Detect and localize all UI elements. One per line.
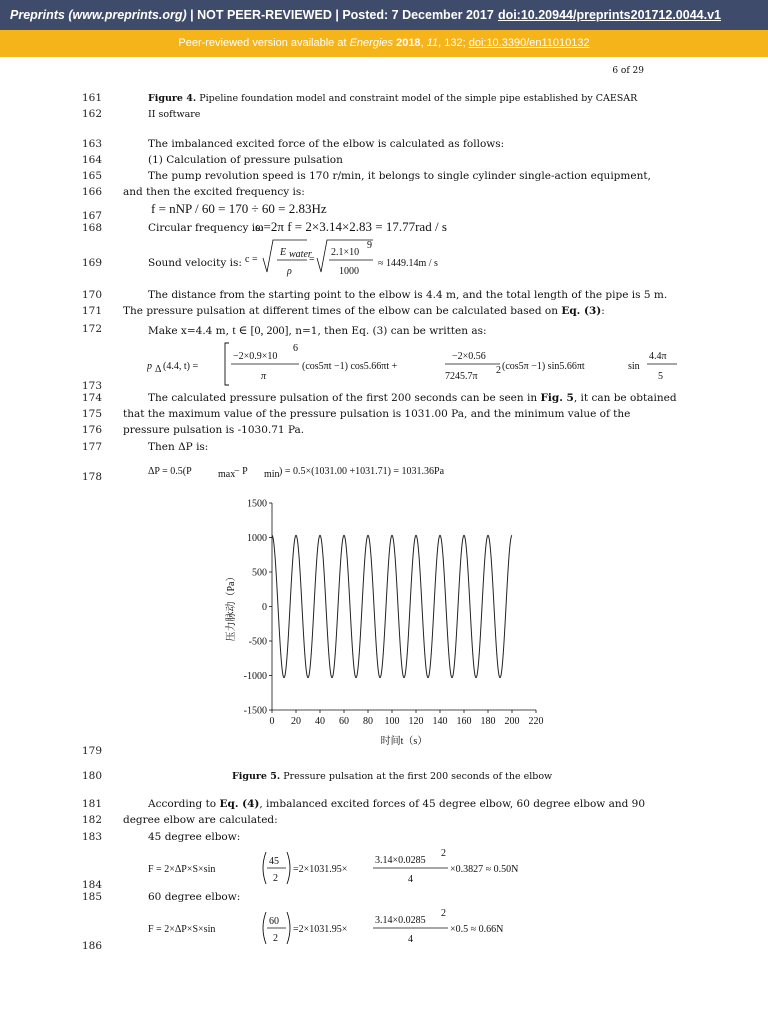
paragraph-text: Sound velocity is: [148,257,242,269]
eq-part: (cos5π −1) sin5.66πt [502,361,585,372]
eq-part: 1000 [339,266,359,277]
eq-part: p [147,361,152,372]
eq-part: 2 [273,873,278,884]
line-number: 181 [81,798,102,810]
paragraph-text: : [601,305,605,317]
banner-prefix: Peer-reviewed version available at [178,37,347,49]
y-tick-label: -1000 [243,671,267,682]
eq-part: 45 [269,856,279,867]
line-number: 172 [81,323,102,335]
frequency-equation: f = nNP / 60 = 170 ÷ 60 = 2.83Hz [151,201,327,216]
x-tick-label: 100 [384,716,400,727]
force-60-equation [148,906,568,948]
eq-part: 2 [441,908,446,919]
banner-year: 2018 [396,37,421,49]
equation-reference: Eq. (4) [219,798,260,810]
paren [287,912,290,944]
figure4-caption-text: Pipeline foundation model and constraint model of the simple pipe established by CAESAR [196,93,638,104]
line-number: 168 [81,222,102,234]
line-number: 179 [81,745,102,757]
pressure-pulsation-equation-tail [627,341,687,389]
paragraph-text: , it can be obtained [573,392,677,404]
paragraph-text: Make x=4.4 m, [148,325,229,337]
figure5-caption [232,771,552,782]
paragraph-text: 45 degree elbow: [148,831,241,843]
y-tick-label: 0 [262,602,267,613]
header-left [10,8,494,22]
paragraph-text: degree elbow are calculated: [123,814,278,826]
line-number: 183 [81,831,102,843]
eq-part: =2×1031.95× [293,924,348,935]
x-tick-label: 20 [291,716,301,727]
paragraph-text: Circular frequency is: [148,222,265,234]
figure-reference: Fig. 5 [540,392,574,404]
figure4-label: Figure 4. [148,93,197,104]
eq-part: 4.4π [649,351,667,362]
pressure-series-line [272,535,512,677]
eq-part: ρ [287,266,292,277]
x-tick-label: 40 [315,716,325,727]
page-number: 6 of 29 [612,66,644,76]
paragraph-text [148,323,487,338]
line-number: 182 [81,814,102,826]
bracket [225,343,229,385]
eq-part: F = 2×ΔP×S×sin [148,864,216,875]
circular-frequency-equation: ω=2π f = 2×3.14×2.83 = 17.77rad / s [255,219,447,234]
line-number: 170 [81,289,102,301]
x-tick-label: 220 [528,716,544,727]
paragraph-text: Then ΔP is: [148,441,209,453]
eq-part: water [289,249,312,260]
eq-part: −2×0.9×10 [233,351,278,362]
line-number: 166 [81,186,102,198]
eq-part: 7245.7π [445,371,478,382]
line-number: 163 [81,138,102,150]
line-number: 185 [81,891,102,903]
line-number: 186 [81,940,102,952]
eq-part: ΔP = 0.5(P [148,466,192,477]
eq-part: − P [234,466,248,477]
y-tick-label: 500 [252,567,267,579]
peer-reviewed-banner: Peer-reviewed version available at Energies 2018, 11, 132; doi:10.3390/en11010132 [0,30,768,57]
eq-part: 2.1×10 [331,247,360,258]
eq-part: c = [245,254,258,265]
eq-part: Δ [155,364,162,375]
eq-part: ≈ 1449.14m / s [378,258,438,269]
preprints-site-link[interactable]: Preprints (www.preprints.org) [10,8,187,22]
x-tick-label: 200 [504,716,520,727]
delta-p-equation [148,456,508,482]
not-peer-reviewed-label: NOT PEER-REVIEWED [197,8,332,22]
paragraph-text [148,392,677,404]
chart-axes [244,499,544,728]
published-doi-link[interactable]: doi:10.3390/en11010132 [468,37,590,49]
eq-part: min [264,469,280,480]
paragraph-text: The pump revolution speed is 170 r/min, it belongs to single cylinder single-action equipment, [148,170,651,182]
line-number: 164 [81,154,102,166]
paragraph-text: 60 degree elbow: [148,891,241,903]
paragraph-text: The pressure pulsation at different times of the elbow can be calculated based on [123,305,562,317]
line-number: 176 [81,424,102,436]
figure5-label: Figure 5. [232,771,281,782]
paragraph-text: The imbalanced excited force of the elbow is calculated as follows: [148,138,505,150]
section-heading: (1) Calculation of pressure pulsation [148,154,343,166]
line-number: 173 [81,380,102,392]
preprint-doi-link[interactable]: doi:10.20944/preprints201712.0044.v1 [497,8,721,22]
paragraph-text [123,305,605,317]
paragraph-text: The calculated pressure pulsation of the first 200 seconds can be seen in [148,392,541,404]
eq-part: 60 [269,916,279,927]
line-number: 161 [81,92,102,104]
eq-part: max [218,469,236,480]
eq-part: 6 [293,343,298,354]
sound-velocity-equation [245,238,485,284]
pressure-pulsation-chart [222,495,552,757]
paragraph-text: pressure pulsation is -1030.71 Pa. [123,424,305,436]
eq-part: 4 [408,874,413,885]
y-tick-label: 1500 [247,498,267,510]
header-separator: | [335,8,339,22]
eq-part: =2×1031.95× [293,864,348,875]
figure4-caption-line2: II software [148,109,201,120]
figure5-caption-text: Pressure pulsation at the first 200 seconds of the elbow [280,771,553,782]
line-number: 177 [81,441,102,453]
paragraph-text [148,798,645,810]
eq-part: (4.4, t) = [163,361,199,372]
eq-part: (cos5πt −1) cos5.66πt + [302,361,398,372]
x-tick-label: 140 [432,716,448,727]
eq-part: 4 [408,934,413,945]
eq-part: F = 2×ΔP×S×sin [148,924,216,935]
y-tick-label: 1000 [247,533,267,544]
y-tick-label: -1500 [243,705,267,717]
force-45-equation [148,846,568,888]
line-number: 171 [81,305,102,317]
paragraph-text: , n=1, then Eq. (3) can be written as: [288,325,487,337]
banner-journal: Energies [349,37,394,49]
x-tick-label: 160 [456,716,472,727]
preprints-header-bar [0,0,768,30]
time-range: t ∈ [0, 200] [232,323,289,337]
eq-part: 2 [273,933,278,944]
banner-volume: 11 [426,37,439,49]
line-number: 167 [81,210,102,222]
eq-part: ×0.5 ≈ 0.66N [450,924,504,935]
eq-part: 3.14×0.0285 [375,915,426,926]
eq-part: 3.14×0.0285 [375,855,426,866]
figure4-caption [148,93,637,104]
paren [263,912,266,944]
line-number: 165 [81,170,102,182]
x-axis-label: 时间t（s） [380,736,428,747]
y-axis-label: 压力脉动（Pa） [226,571,237,642]
line-number: 178 [81,471,102,483]
x-tick-label: 180 [480,716,496,727]
posted-date: Posted: 7 December 2017 [342,8,494,22]
x-tick-label: 0 [269,716,275,727]
line-number: 174 [81,392,102,404]
paragraph-text: According to [148,798,220,810]
paragraph-text: that the maximum value of the pressure pulsation is 1031.00 Pa, and the minimum value of the [123,408,631,420]
eq-part: −2×0.56 [452,351,486,362]
paragraph-text: and then the excited frequency is: [123,186,305,198]
eq-part: ) = 0.5×(1031.00 +1031.71) = 1031.36Pa [279,466,445,477]
header-separator: | [190,8,194,22]
line-number: 180 [81,770,102,782]
pressure-pulsation-equation [147,341,587,389]
eq-part: ×0.3827 ≈ 0.50N [450,864,519,875]
banner-pages: , 132; [438,37,466,49]
eq-part: 2 [496,365,501,376]
y-tick-label: -500 [248,636,267,648]
line-number: 184 [81,879,102,891]
equation-reference: Eq. (3) [561,305,602,317]
x-tick-label: 120 [408,716,424,727]
eq-part: E [280,247,287,258]
line-number: 162 [81,108,102,120]
eq-part: = [309,254,315,265]
x-tick-label: 80 [363,716,373,727]
eq-part: 5 [658,371,663,382]
paren [263,852,266,884]
eq-part: π [261,371,267,382]
eq-part: sin [628,361,640,372]
line-number: 175 [81,408,102,420]
line-number: 169 [81,257,102,269]
paren [287,852,290,884]
x-tick-label: 60 [339,716,349,727]
paragraph-text: , imbalanced excited forces of 45 degree elbow, 60 degree elbow and 90 [259,798,646,810]
eq-part: 2 [441,848,446,859]
eq-part: 9 [367,240,372,251]
paragraph-text: The distance from the starting point to the elbow is 4.4 m, and the total length of the pipe is 5 m. [148,289,668,301]
